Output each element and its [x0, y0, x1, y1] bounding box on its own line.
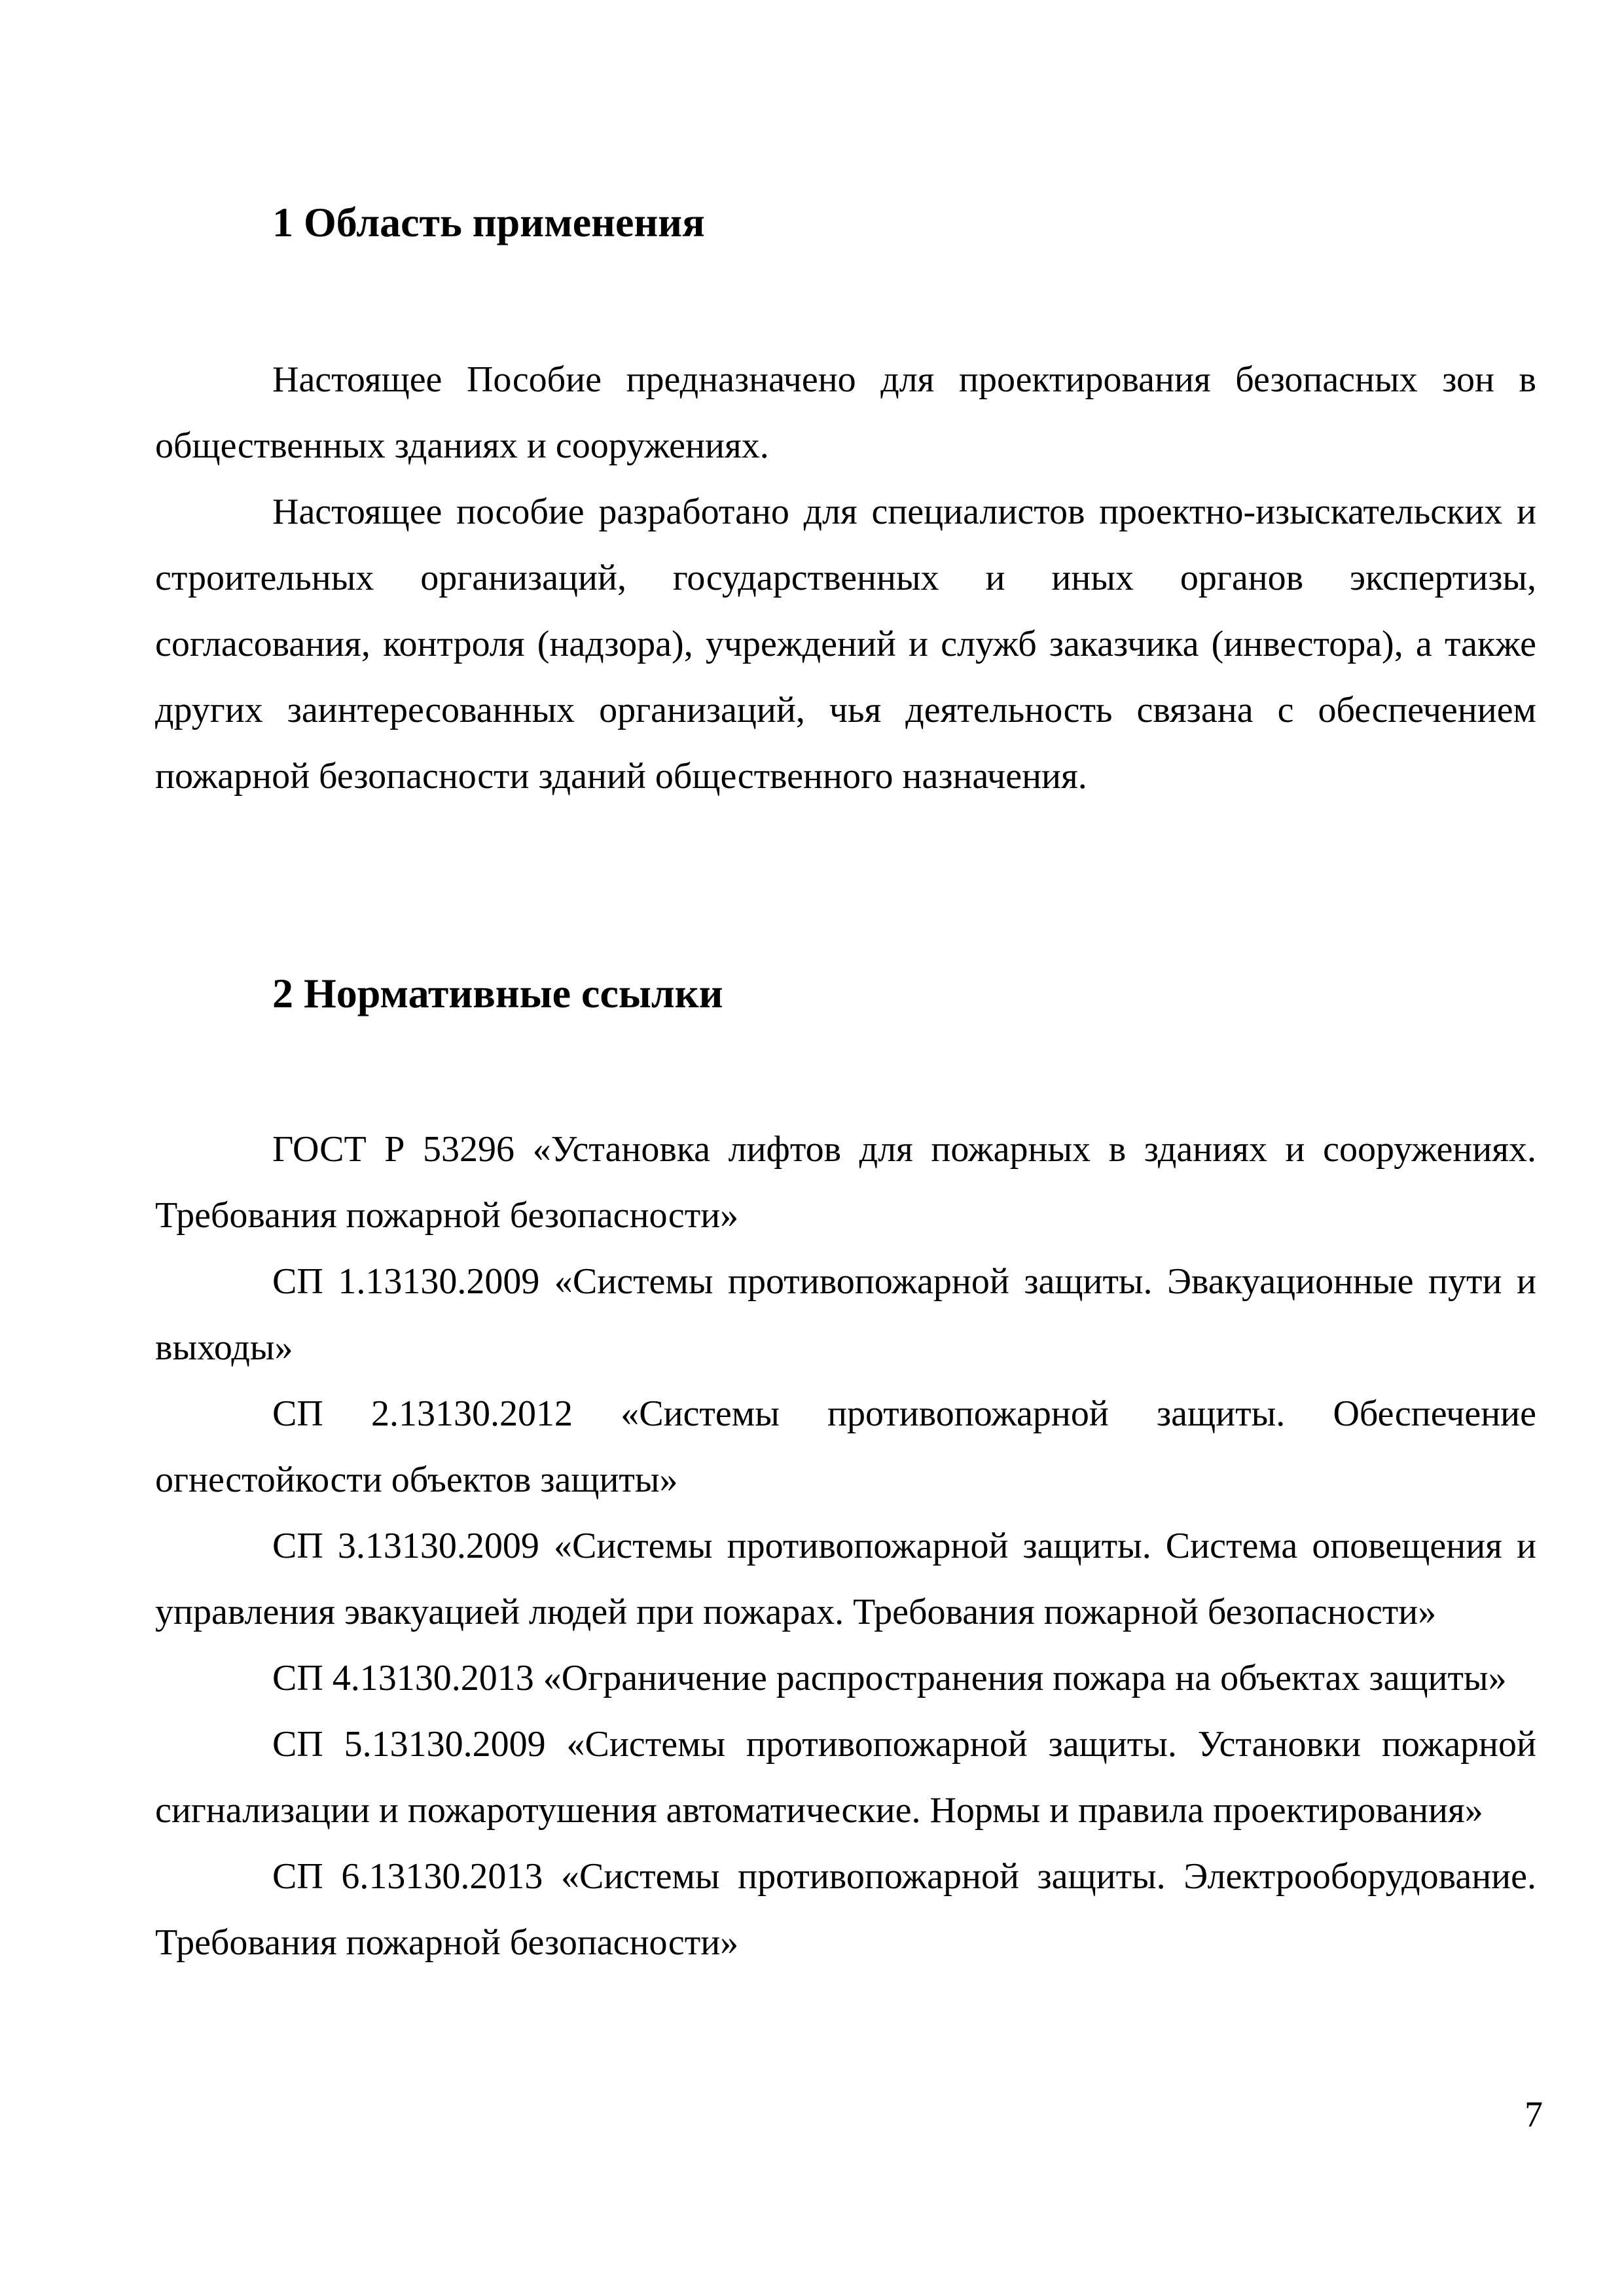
reference-item: СП 6.13130.2013 «Системы противопожарной защиты. Электрооборудование. Требования пожарной безопасности» — [155, 1856, 1536, 1963]
section-1-paragraph: Настоящее Пособие предназначено для проектирования безопасных зон в общественных зданиях и сооружениях. — [155, 359, 1536, 466]
section-2-references — [155, 1117, 1536, 1976]
reference-item: СП 3.13130.2009 «Системы противопожарной защиты. Система оповещения и управления эвакуацией людей при пожарах. Требования пожарной безопасности» — [155, 1526, 1536, 1632]
reference-item: СП 4.13130.2013 «Ограничение распространения пожара на объектах защиты» — [272, 1658, 1507, 1698]
section-2-heading: 2 Нормативные ссылки — [272, 970, 723, 1016]
reference-item: СП 2.13130.2012 «Системы противопожарной защиты. Обеспечение огнестойкости объектов защиты» — [155, 1393, 1536, 1500]
section-1-paragraph: Настоящее пособие разработано для специалистов проектно-изыскательских и строительных организаций, государственных и иных органов экспертизы, согласования, контроля (надзора), учреждений и служб заказчика (инвестора), а также других заинтересованных организаций, чья деятельность связана с обеспечением пожарной безопасности зданий общественного назначения. — [155, 492, 1536, 797]
reference-item: ГОСТ Р 53296 «Установка лифтов для пожарных в зданиях и сооружениях. Требования пожарной безопасности» — [155, 1129, 1536, 1236]
page-number: 7 — [1525, 2094, 1543, 2135]
section-1-heading: 1 Область применения — [272, 199, 705, 245]
reference-item: СП 1.13130.2009 «Системы противопожарной защиты. Эвакуационные пути и выходы» — [155, 1261, 1536, 1368]
reference-item: СП 5.13130.2009 «Системы противопожарной защиты. Установки пожарной сигнализации и пожаротушения автоматические. Нормы и правила проектирования» — [155, 1724, 1536, 1831]
section-1-body — [155, 347, 1536, 810]
